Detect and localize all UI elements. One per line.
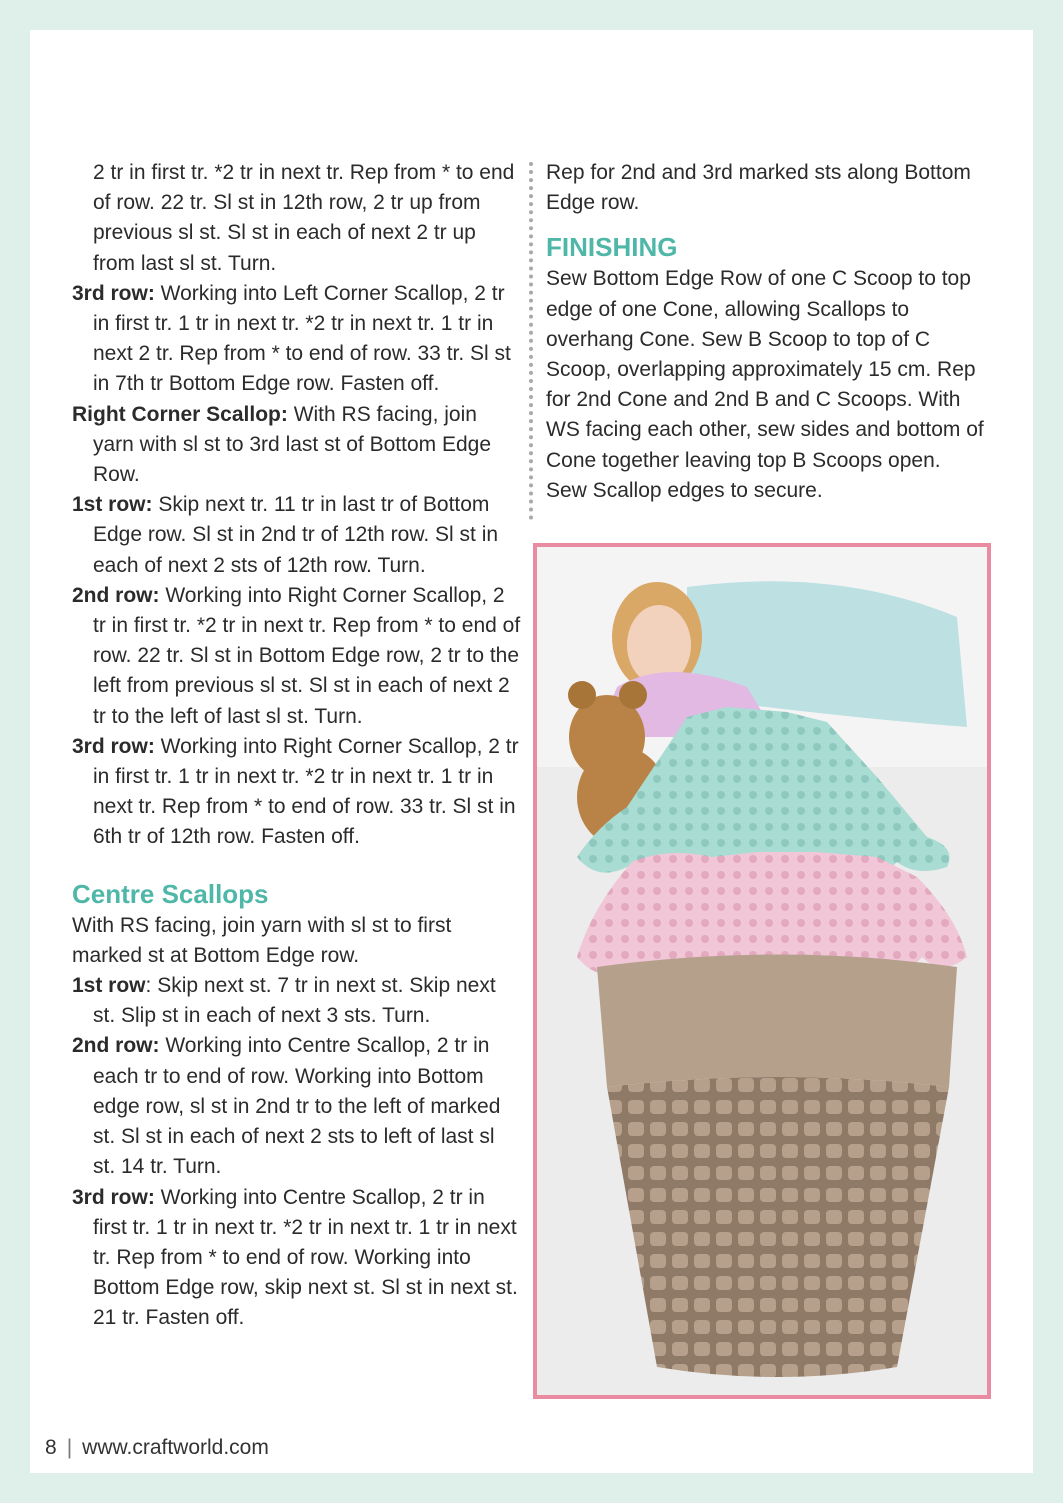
instruction-para: 2 tr in first tr. *2 tr in next tr. Rep from * to end of row. 22 tr. Sl st in 12th row, 2 tr up from previous sl st. Sl st in each of next 2 tr up from last sl st. Turn. bbox=[93, 161, 515, 275]
row-text: Working into Right Corner Scallop, 2 tr in first tr. *2 tr in next tr. Rep from * to end of row. 22 tr. Sl st in Bottom Edge row, 2 tr to the left from previous sl st. Sl st in each of next 2 tr to the left of last sl st. Turn. bbox=[93, 583, 521, 728]
row-label: 2nd row: bbox=[72, 1034, 160, 1058]
section-heading-centre-scallops: Centre Scallops bbox=[72, 878, 269, 909]
cone-band bbox=[597, 955, 957, 1088]
instruction-para bbox=[72, 732, 522, 853]
page-number: 8 bbox=[45, 1436, 57, 1459]
section-heading-finishing: FINISHING bbox=[546, 232, 678, 263]
instruction-para: Sew Bottom Edge Row of one C Scoop to top edge of one Cone, allowing Scallops to overhang Cone. Sew B Scoop to top of C Scoop, overlapping approximately 15 cm. Rep for 2nd Cone and 2nd B and C Scoops. With WS facing each other, sew sides and bottom of Cone together leaving top B Scoops open. Sew Scallop edges to secure. bbox=[546, 267, 984, 502]
row-text: : Skip next st. 7 tr in next st. Skip next st. Slip st in each of next 3 sts. Turn. bbox=[93, 974, 496, 1028]
row-label: 1st row bbox=[72, 974, 146, 998]
page-footer bbox=[45, 1436, 269, 1460]
row-text: Working into Right Corner Scallop, 2 tr in first tr. 1 tr in next tr. *2 tr in next tr. 1 tr in next tr. Rep from * to end of row. 33 tr. Sl st in 6th tr of 12th row. Fasten off. bbox=[93, 734, 519, 849]
row-label: 2nd row: bbox=[72, 583, 160, 607]
instruction-para bbox=[72, 490, 522, 581]
row-label: 3rd row: bbox=[72, 281, 155, 305]
row-text: With RS facing, join yarn with sl st to 3rd last st of Bottom Edge Row. bbox=[93, 402, 492, 487]
row-label: 3rd row: bbox=[72, 734, 155, 758]
row-text: Working into Centre Scallop, 2 tr in first tr. 1 tr in next tr. *2 tr in next tr. 1 tr in next tr. Rep from * to end of row. Working into Bottom Edge row, skip next st. Sl st in next st. 21 tr. Fasten off. bbox=[93, 1185, 518, 1330]
row-text: Working into Centre Scallop, 2 tr in each tr to end of row. Working into Bottom edge row, sl st in 2nd tr to the left of marked st. Sl st in each of next 2 sts to left of last sl st. 14 tr. Turn. bbox=[93, 1034, 501, 1179]
row-text: Working into Left Corner Scallop, 2 tr in first tr. 1 tr in next tr. *2 tr in next tr. 1 tr in next 2 tr. Rep from * to end of row. 33 tr. Sl st in 7th tr Bottom Edge row. Fasten off. bbox=[93, 281, 511, 396]
instruction-para bbox=[72, 400, 522, 491]
photo-illustration bbox=[537, 547, 987, 1395]
left-column bbox=[72, 158, 522, 1334]
instruction-para bbox=[72, 971, 522, 1031]
footer-website-link[interactable]: www.craftworld.com bbox=[82, 1436, 269, 1459]
section-label: Right Corner Scallop: bbox=[72, 402, 288, 426]
instruction-para: With RS facing, join yarn with sl st to first marked st at Bottom Edge row. bbox=[72, 913, 452, 967]
product-photo bbox=[533, 543, 991, 1399]
footer-separator: | bbox=[66, 1436, 73, 1459]
row-label: 3rd row: bbox=[72, 1185, 155, 1209]
row-label: 1st row: bbox=[72, 493, 153, 517]
right-column bbox=[546, 158, 986, 506]
instruction-para bbox=[72, 1031, 522, 1182]
row-text: Skip next tr. 11 tr in last tr of Bottom Edge row. Sl st in 2nd tr of 12th row. Sl st in each of next 2 sts of 12th row. Turn. bbox=[93, 493, 499, 577]
instruction-para: Rep for 2nd and 3rd marked sts along Bottom Edge row. bbox=[546, 161, 971, 215]
instruction-para bbox=[72, 581, 522, 732]
instruction-para bbox=[72, 1183, 522, 1334]
column-divider bbox=[529, 162, 533, 520]
instruction-para bbox=[72, 279, 522, 400]
waffle-cone bbox=[607, 1077, 949, 1377]
